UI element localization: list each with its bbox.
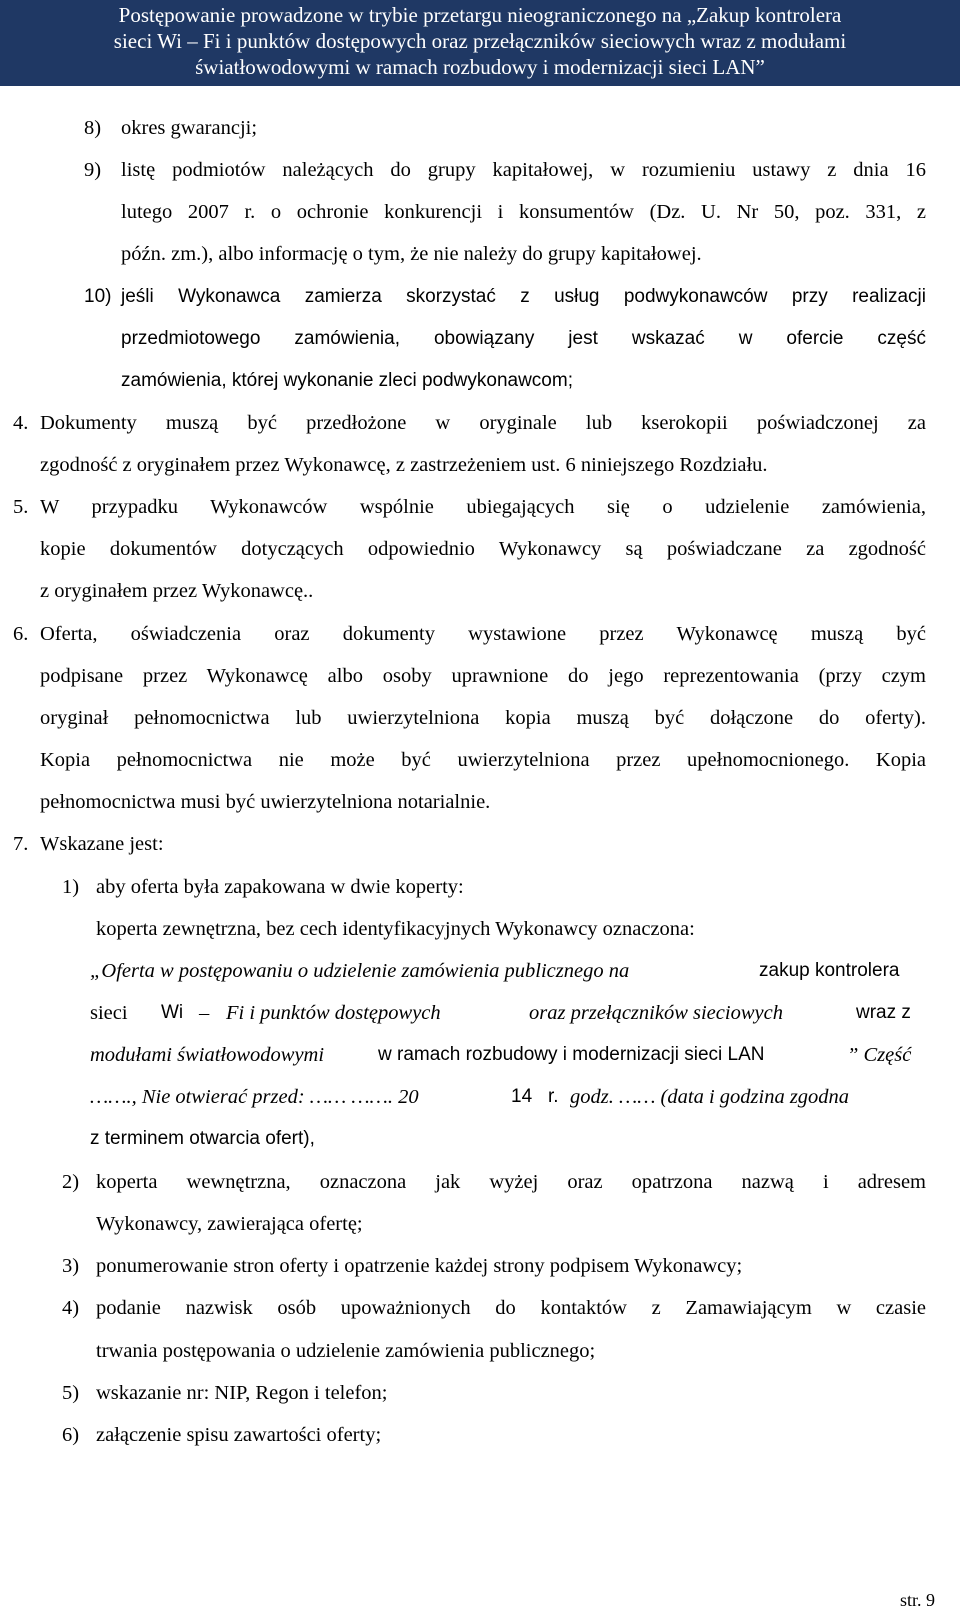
envelope-label-nie-otwierac: ……., Nie otwierać przed: …… ……. 20 xyxy=(90,1086,419,1108)
item-10-number: 10) xyxy=(84,286,112,307)
point-6-line-4: Kopia pełnomocnictwa nie może być uwierzytelniona przez upełnomocnionego. Kopia xyxy=(40,749,926,771)
point-7-number: 7. xyxy=(13,833,29,855)
point-7-text: Wskazane jest: xyxy=(40,833,164,855)
item-10-line-1: jeśli Wykonawca zamierza skorzystać z usług podwykonawców przy realizacji xyxy=(121,286,926,307)
envelope-label-termin: z terminem otwarcia ofert), xyxy=(90,1128,315,1149)
subitem-1-line-2: koperta zewnętrzna, bez cech identyfikacyjnych Wykonawcy oznaczona: xyxy=(96,918,695,940)
point-6-line-5: pełnomocnictwa musi być uwierzytelniona notarialnie. xyxy=(40,791,491,813)
subitem-1-line-1: aby oferta była zapakowana w dwie koperty: xyxy=(96,876,464,898)
subitem-4-line-1: podanie nazwisk osób upoważnionych do kontaktów z Zamawiającym w czasie xyxy=(96,1297,926,1319)
subitem-2-line-1: koperta wewnętrzna, oznaczona jak wyżej oraz opatrzona nazwą i adresem xyxy=(96,1171,926,1193)
point-5-line-1: W przypadku Wykonawców wspólnie ubiegających się o udzielenie zamówienia, xyxy=(40,496,926,518)
point-4-number: 4. xyxy=(13,412,29,434)
envelope-label-fi-punktow: Fi i punktów dostępowych xyxy=(226,1002,441,1024)
subitem-6-text: załączenie spisu zawartości oferty; xyxy=(96,1424,382,1446)
item-9-line-1: listę podmiotów należących do grupy kapitałowej, w rozumieniu ustawy z dnia 16 xyxy=(121,159,926,181)
item-8-text: okres gwarancji; xyxy=(121,117,258,139)
envelope-label-godz: godz. …… (data i godzina zgodna xyxy=(570,1086,850,1108)
point-6-line-2: podpisane przez Wykonawcę albo osoby uprawnione do jego reprezentowania (przy czym xyxy=(40,665,926,687)
envelope-label-sieci: sieci xyxy=(90,1002,128,1024)
header-line-3: światłowodowymi w ramach rozbudowy i modernizacji sieci LAN” xyxy=(195,55,765,79)
subitem-3-number: 3) xyxy=(62,1255,80,1277)
item-10-line-2: przedmiotowego zamówienia, obowiązany jest wskazać w ofercie część xyxy=(121,328,926,349)
envelope-label-line-1-italic: „Oferta w postępowaniu o udzielenie zamówienia publicznego na xyxy=(90,960,630,982)
item-9-line-2: lutego 2007 r. o ochronie konkurencji i konsumentów (Dz. U. Nr 50, poz. 331, z xyxy=(121,201,926,223)
envelope-label-dash: – xyxy=(199,1002,210,1024)
item-8-number: 8) xyxy=(84,117,102,139)
envelope-label-line-1-regular: zakup kontrolera xyxy=(759,960,900,981)
subitem-2-number: 2) xyxy=(62,1171,80,1193)
point-4-line-1: Dokumenty muszą być przedłożone w oryginale lub kserokopii poświadczonej za xyxy=(40,412,926,434)
envelope-label-czesc: ” Część xyxy=(847,1044,912,1066)
item-9-number: 9) xyxy=(84,159,102,181)
item-10-line-3: zamówienia, której wykonanie zleci podwykonawcom; xyxy=(121,370,573,391)
subitem-4-number: 4) xyxy=(62,1297,80,1319)
envelope-label-wi: Wi xyxy=(161,1002,184,1023)
header-line-1: Postępowanie prowadzone w trybie przetargu nieograniczonego na „Zakup kontrolera xyxy=(118,3,842,27)
subitem-4-line-2: trwania postępowania o udzielenie zamówienia publicznego; xyxy=(96,1340,596,1362)
envelope-label-r: r. xyxy=(548,1086,559,1107)
point-5-number: 5. xyxy=(13,496,29,518)
subitem-6-number: 6) xyxy=(62,1424,80,1446)
document-header xyxy=(0,0,960,86)
point-4-line-2: zgodność z oryginałem przez Wykonawcę, z zastrzeżeniem ust. 6 niniejszego Rozdziału. xyxy=(40,454,768,476)
subitem-5-text: wskazanie nr: NIP, Regon i telefon; xyxy=(96,1382,388,1404)
envelope-label-modulami: modułami światłowodowymi xyxy=(90,1044,325,1066)
envelope-label-wraz-z: wraz z xyxy=(856,1002,911,1023)
subitem-1-number: 1) xyxy=(62,876,80,898)
envelope-label-year: 14 xyxy=(511,1086,533,1107)
envelope-label-przelacznikow: oraz przełączników sieciowych xyxy=(529,1002,783,1024)
envelope-label-rozbudowy: w ramach rozbudowy i modernizacji sieci LAN xyxy=(378,1044,765,1065)
subitem-5-number: 5) xyxy=(62,1382,80,1404)
page-number: str. 9 xyxy=(899,1590,935,1610)
point-6-line-3: oryginał pełnomocnictwa lub uwierzytelniona kopia muszą być dołączone do oferty). xyxy=(40,707,926,729)
point-6-line-1: Oferta, oświadczenia oraz dokumenty wystawione przez Wykonawcę muszą być xyxy=(40,623,926,645)
subitem-2-line-2: Wykonawcy, zawierająca ofertę; xyxy=(96,1213,363,1235)
point-6-number: 6. xyxy=(13,623,29,645)
item-9-line-3: późn. zm.), albo informację o tym, że nie należy do grupy kapitałowej. xyxy=(121,243,702,265)
subitem-3-text: ponumerowanie stron oferty i opatrzenie każdej strony podpisem Wykonawcy; xyxy=(96,1255,743,1277)
point-5-line-3: z oryginałem przez Wykonawcę.. xyxy=(40,580,314,602)
point-5-line-2: kopie dokumentów dotyczących odpowiednio Wykonawcy są poświadczane za zgodność xyxy=(40,538,926,560)
header-line-2: sieci Wi – Fi i punktów dostępowych oraz przełączników sieciowych wraz z modułami xyxy=(113,29,847,53)
